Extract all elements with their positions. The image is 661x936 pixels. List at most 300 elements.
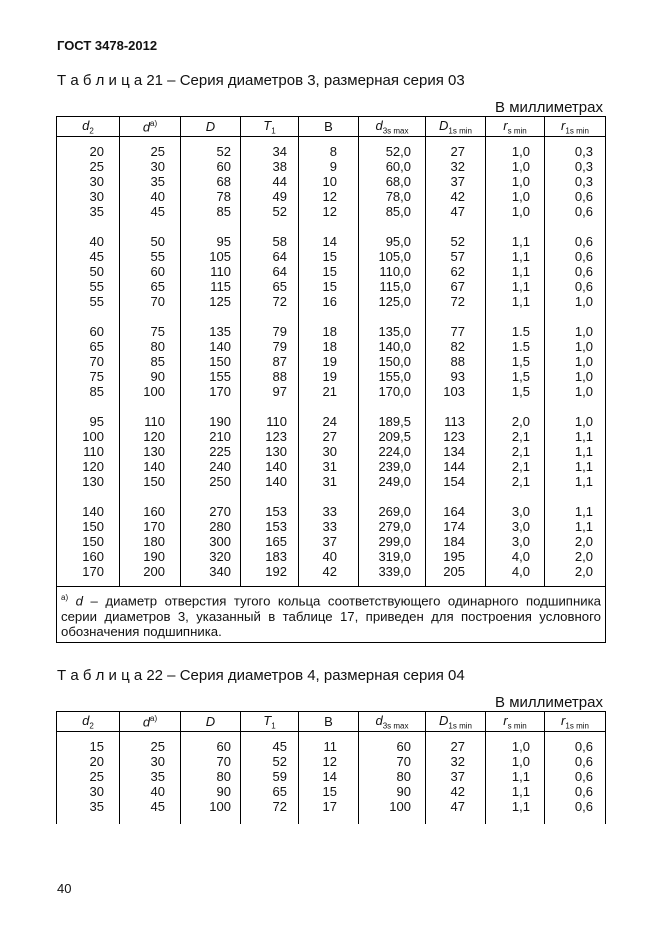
- table-cell: 42: [299, 564, 359, 579]
- table-cell: 154: [426, 474, 486, 489]
- table-cell: 85: [120, 354, 181, 369]
- table-21-footnote: $^{a)}$ d – диаметр отверстия тугого кольца соответствующего одинарного подшипника серии диаметров 3, указанный в таблице 17, приведен для построения условного обозначения подшипника.: [57, 587, 606, 643]
- table-cell: 12: [299, 189, 359, 204]
- table-cell: 209,5: [359, 429, 426, 444]
- spacer-cell: [299, 399, 359, 414]
- table-cell: 64: [241, 249, 299, 264]
- table-cell: 3,0: [486, 504, 545, 519]
- table-cell: 0,6: [545, 189, 606, 204]
- table-row: [57, 754, 606, 769]
- table-cell: 64: [241, 264, 299, 279]
- table-cell: 49: [241, 189, 299, 204]
- spacer-cell: [241, 399, 299, 414]
- spacer-cell: [486, 399, 545, 414]
- spacer-cell: [545, 489, 606, 504]
- table-cell: 18: [299, 324, 359, 339]
- table-cell: 1,0: [545, 294, 606, 309]
- table-row: [57, 534, 606, 549]
- table-cell: 0,6: [545, 769, 606, 784]
- table-cell: 12: [299, 204, 359, 219]
- table-row: [57, 519, 606, 534]
- table-cell: 240: [181, 459, 241, 474]
- table-cell: 30: [120, 159, 181, 174]
- col-rs-min: $r_{s min}$: [486, 117, 545, 137]
- table-cell: 37: [426, 174, 486, 189]
- table-cell: 299,0: [359, 534, 426, 549]
- spacer-cell: [545, 399, 606, 414]
- table-cell: 87: [241, 354, 299, 369]
- table-cell: 269,0: [359, 504, 426, 519]
- table-row: [57, 144, 606, 159]
- table-cell: 1,0: [545, 369, 606, 384]
- spacer-cell: [181, 399, 241, 414]
- table-cell: 140,0: [359, 339, 426, 354]
- table-cell: 1,1: [486, 234, 545, 249]
- table-cell: 40: [120, 189, 181, 204]
- col-T1: $T_1$: [241, 712, 299, 732]
- table-cell: 0,6: [545, 234, 606, 249]
- table-cell: 125,0: [359, 294, 426, 309]
- col-D1s-min: $D_{1s min}$: [426, 712, 486, 732]
- table-cell: 1,1: [486, 799, 545, 814]
- table-cell: 174: [426, 519, 486, 534]
- table-cell: 2,0: [545, 564, 606, 579]
- table-cell: 320: [181, 549, 241, 564]
- table-row: [57, 324, 606, 339]
- table-cell: 0,3: [545, 159, 606, 174]
- spacer-cell: [181, 489, 241, 504]
- table-cell: 45: [241, 739, 299, 754]
- col-r1s-min: $r_{1s min}$: [545, 712, 606, 732]
- spacer-cell: [120, 219, 181, 234]
- table-cell: 60: [359, 739, 426, 754]
- table-cell: 37: [299, 534, 359, 549]
- table-cell: 60,0: [359, 159, 426, 174]
- spacer-cell: [486, 732, 545, 740]
- table-cell: 170: [120, 519, 181, 534]
- table-cell: 77: [426, 324, 486, 339]
- table-cell: 60: [181, 159, 241, 174]
- spacer-cell: [120, 732, 181, 740]
- table-cell: 135,0: [359, 324, 426, 339]
- table-cell: 153: [241, 504, 299, 519]
- table-cell: 205: [426, 564, 486, 579]
- spacer-cell: [426, 309, 486, 324]
- table-cell: 130: [241, 444, 299, 459]
- table-cell: 18: [299, 339, 359, 354]
- table-cell: 225: [181, 444, 241, 459]
- table-cell: 30: [57, 189, 120, 204]
- table-cell: 42: [426, 784, 486, 799]
- table-cell: 110: [241, 414, 299, 429]
- table-row: [57, 739, 606, 754]
- table-cell: 88: [241, 369, 299, 384]
- table-cell: 190: [181, 414, 241, 429]
- table-cell: 1,5: [486, 384, 545, 399]
- table-cell: 1,0: [545, 324, 606, 339]
- table-cell: 8: [299, 144, 359, 159]
- table-cell: 47: [426, 799, 486, 814]
- table-cell: 1,1: [545, 519, 606, 534]
- table-cell: 150: [120, 474, 181, 489]
- table-cell: 170,0: [359, 384, 426, 399]
- table-cell: 38: [241, 159, 299, 174]
- table-cell: 15: [299, 279, 359, 294]
- table-cell: 97: [241, 384, 299, 399]
- table-cell: 2,1: [486, 474, 545, 489]
- table-cell: 70: [120, 294, 181, 309]
- table-cell: 105,0: [359, 249, 426, 264]
- spacer-cell: [120, 309, 181, 324]
- table-cell: 79: [241, 324, 299, 339]
- table-cell: 52,0: [359, 144, 426, 159]
- table-cell: 85,0: [359, 204, 426, 219]
- table-cell: 239,0: [359, 459, 426, 474]
- table-cell: 95: [181, 234, 241, 249]
- spacer-cell: [181, 219, 241, 234]
- table-cell: 78: [181, 189, 241, 204]
- table-cell: 65: [120, 279, 181, 294]
- table-cell: 115,0: [359, 279, 426, 294]
- table-cell: 1,0: [486, 204, 545, 219]
- table-cell: 170: [181, 384, 241, 399]
- spacer-cell: [299, 489, 359, 504]
- table-cell: 1,1: [545, 429, 606, 444]
- table-cell: 340: [181, 564, 241, 579]
- table-cell: 125: [181, 294, 241, 309]
- spacer-cell: [545, 814, 606, 824]
- table-cell: 72: [426, 294, 486, 309]
- spacer-cell: [486, 814, 545, 824]
- table-cell: 90: [181, 784, 241, 799]
- table-cell: 14: [299, 769, 359, 784]
- table-cell: 27: [426, 739, 486, 754]
- table-cell: 1,0: [545, 384, 606, 399]
- table-cell: 50: [120, 234, 181, 249]
- table-cell: 4,0: [486, 549, 545, 564]
- table-cell: 170: [57, 564, 120, 579]
- table-header-row: [57, 117, 606, 137]
- table-cell: 55: [57, 279, 120, 294]
- table-cell: 30: [57, 174, 120, 189]
- spacer-cell: [181, 579, 241, 587]
- col-B: B: [299, 117, 359, 137]
- spacer-cell: [120, 489, 181, 504]
- table-row: [57, 249, 606, 264]
- table-cell: 270: [181, 504, 241, 519]
- table-cell: 32: [426, 754, 486, 769]
- table-cell: 47: [426, 204, 486, 219]
- table-cell: 135: [181, 324, 241, 339]
- spacer-cell: [241, 579, 299, 587]
- table-cell: 9: [299, 159, 359, 174]
- spacer-cell: [241, 219, 299, 234]
- spacer-cell: [359, 137, 426, 145]
- table-cell: 184: [426, 534, 486, 549]
- table-row: [57, 549, 606, 564]
- spacer-cell: [486, 579, 545, 587]
- table-row: [57, 219, 606, 234]
- table-cell: 65: [241, 784, 299, 799]
- table-cell: 90: [120, 369, 181, 384]
- table-22-caption: Т а б л и ц а 22 – Серия диаметров 4, размерная серия 04: [57, 667, 465, 684]
- table-cell: 10: [299, 174, 359, 189]
- table-cell: 70: [57, 354, 120, 369]
- table-cell: 78,0: [359, 189, 426, 204]
- table-cell: 1,0: [486, 144, 545, 159]
- table-row: [57, 399, 606, 414]
- table-cell: 0,6: [545, 799, 606, 814]
- spacer-cell: [486, 137, 545, 145]
- table-row: [57, 264, 606, 279]
- table-row: [57, 137, 606, 145]
- table-cell: 319,0: [359, 549, 426, 564]
- table-cell: 123: [426, 429, 486, 444]
- table-cell: 60: [120, 264, 181, 279]
- col-D1s-min: $D_{1s min}$: [426, 117, 486, 137]
- table-cell: 1,1: [545, 474, 606, 489]
- table-cell: 70: [181, 754, 241, 769]
- table-cell: 40: [120, 784, 181, 799]
- spacer-cell: [359, 732, 426, 740]
- col-d2: $d_2$: [57, 712, 120, 732]
- table-cell: 115: [181, 279, 241, 294]
- table-21: [56, 116, 606, 643]
- table-cell: 1,1: [486, 784, 545, 799]
- table-cell: 165: [241, 534, 299, 549]
- spacer-cell: [181, 732, 241, 740]
- table-row: [57, 414, 606, 429]
- table-row: [57, 354, 606, 369]
- page-number: 40: [57, 881, 72, 896]
- table-cell: 1,5: [486, 354, 545, 369]
- table-cell: 1,1: [545, 444, 606, 459]
- table-cell: 0,6: [545, 279, 606, 294]
- spacer-cell: [545, 137, 606, 145]
- table-cell: 4,0: [486, 564, 545, 579]
- table-cell: 195: [426, 549, 486, 564]
- table-cell: 72: [241, 799, 299, 814]
- table-row: [57, 174, 606, 189]
- table-cell: 40: [299, 549, 359, 564]
- table-cell: 40: [57, 234, 120, 249]
- table-cell: 2,0: [545, 549, 606, 564]
- table-cell: 120: [57, 459, 120, 474]
- table-cell: 2,0: [486, 414, 545, 429]
- table-cell: 59: [241, 769, 299, 784]
- table-cell: 1,1: [486, 279, 545, 294]
- table-row: [57, 769, 606, 784]
- table-cell: 224,0: [359, 444, 426, 459]
- table-cell: 15: [299, 249, 359, 264]
- table-cell: 37: [426, 769, 486, 784]
- table-cell: 0,3: [545, 144, 606, 159]
- table-cell: 250: [181, 474, 241, 489]
- spacer-cell: [426, 579, 486, 587]
- table-row: [57, 204, 606, 219]
- table-cell: 45: [57, 249, 120, 264]
- spacer-cell: [120, 399, 181, 414]
- table-cell: 105: [181, 249, 241, 264]
- col-d3s-max: $d_{3s max}$: [359, 117, 426, 137]
- table-cell: 110: [57, 444, 120, 459]
- table-cell: 17: [299, 799, 359, 814]
- table-cell: 55: [57, 294, 120, 309]
- table-cell: 20: [57, 754, 120, 769]
- table-cell: 34: [241, 144, 299, 159]
- table-cell: 1,0: [545, 339, 606, 354]
- table-cell: 93: [426, 369, 486, 384]
- table-cell: 95: [57, 414, 120, 429]
- table-cell: 140: [57, 504, 120, 519]
- table-cell: 1,0: [486, 739, 545, 754]
- table-cell: 60: [181, 739, 241, 754]
- table-cell: 160: [120, 504, 181, 519]
- spacer-cell: [241, 732, 299, 740]
- table-row: [57, 474, 606, 489]
- spacer-cell: [299, 137, 359, 145]
- table-cell: 153: [241, 519, 299, 534]
- table-21-units: В миллиметрах: [495, 99, 603, 116]
- spacer-cell: [241, 137, 299, 145]
- table-cell: 20: [57, 144, 120, 159]
- table-cell: 88: [426, 354, 486, 369]
- table-cell: 42: [426, 189, 486, 204]
- table-cell: 85: [57, 384, 120, 399]
- table-cell: 2,1: [486, 429, 545, 444]
- table-cell: 80: [120, 339, 181, 354]
- spacer-cell: [545, 219, 606, 234]
- table-cell: 2,1: [486, 459, 545, 474]
- table-row: [57, 784, 606, 799]
- table-row: [57, 489, 606, 504]
- col-r1s-min: $r_{1s min}$: [545, 117, 606, 137]
- table-cell: 140: [120, 459, 181, 474]
- table-cell: 1,0: [486, 174, 545, 189]
- table-row: [57, 504, 606, 519]
- table-cell: 110: [181, 264, 241, 279]
- table-cell: 150,0: [359, 354, 426, 369]
- table-cell: 52: [426, 234, 486, 249]
- table-22-units: В миллиметрах: [495, 694, 603, 711]
- table-cell: 95,0: [359, 234, 426, 249]
- table-cell: 1,5: [486, 369, 545, 384]
- spacer-cell: [545, 579, 606, 587]
- table-row: [57, 234, 606, 249]
- table-cell: 35: [120, 174, 181, 189]
- spacer-cell: [57, 137, 120, 145]
- table-cell: 113: [426, 414, 486, 429]
- table-row: [57, 799, 606, 814]
- table-cell: 62: [426, 264, 486, 279]
- table-row: [57, 579, 606, 587]
- spacer-cell: [181, 137, 241, 145]
- spacer-cell: [545, 732, 606, 740]
- table-cell: 50: [57, 264, 120, 279]
- spacer-cell: [57, 732, 120, 740]
- table-cell: 15: [57, 739, 120, 754]
- table-cell: 1,0: [486, 189, 545, 204]
- table-row: [57, 564, 606, 579]
- table-cell: 45: [120, 204, 181, 219]
- table-cell: 30: [57, 784, 120, 799]
- table-cell: 3,0: [486, 534, 545, 549]
- table-row: [57, 444, 606, 459]
- table-cell: 0,3: [545, 174, 606, 189]
- spacer-cell: [299, 219, 359, 234]
- spacer-cell: [426, 399, 486, 414]
- table-cell: 280: [181, 519, 241, 534]
- table-row: [57, 814, 606, 824]
- table-cell: 65: [57, 339, 120, 354]
- spacer-cell: [120, 137, 181, 145]
- table-cell: 100: [359, 799, 426, 814]
- spacer-cell: [120, 814, 181, 824]
- table-cell: 15: [299, 784, 359, 799]
- spacer-cell: [426, 219, 486, 234]
- spacer-cell: [57, 399, 120, 414]
- spacer-cell: [181, 814, 241, 824]
- table-cell: 11: [299, 739, 359, 754]
- table-cell: 19: [299, 369, 359, 384]
- table-cell: 25: [120, 144, 181, 159]
- table-cell: 2,0: [545, 534, 606, 549]
- table-cell: 0,6: [545, 754, 606, 769]
- table-cell: 120: [120, 429, 181, 444]
- spacer-cell: [486, 489, 545, 504]
- table-row: [57, 429, 606, 444]
- table-cell: 279,0: [359, 519, 426, 534]
- table-cell: 52: [241, 754, 299, 769]
- table-cell: 45: [120, 799, 181, 814]
- table-cell: 1,0: [545, 414, 606, 429]
- table-cell: 150: [57, 519, 120, 534]
- table-cell: 33: [299, 504, 359, 519]
- col-d: $d^{a)}$: [120, 117, 181, 137]
- table-cell: 140: [241, 474, 299, 489]
- spacer-cell: [57, 489, 120, 504]
- table-cell: 27: [426, 144, 486, 159]
- table-cell: 58: [241, 234, 299, 249]
- table-cell: 1,1: [486, 294, 545, 309]
- table-cell: 339,0: [359, 564, 426, 579]
- col-D: D: [181, 712, 241, 732]
- table-cell: 183: [241, 549, 299, 564]
- table-row: [57, 384, 606, 399]
- table-cell: 55: [120, 249, 181, 264]
- col-rs-min: $r_{s min}$: [486, 712, 545, 732]
- table-cell: 32: [426, 159, 486, 174]
- table-cell: 68,0: [359, 174, 426, 189]
- table-cell: 72: [241, 294, 299, 309]
- table-cell: 25: [120, 739, 181, 754]
- spacer-cell: [120, 579, 181, 587]
- col-T1: $T_1$: [241, 117, 299, 137]
- table-cell: 192: [241, 564, 299, 579]
- spacer-cell: [426, 814, 486, 824]
- table-cell: 100: [181, 799, 241, 814]
- table-cell: 140: [241, 459, 299, 474]
- table-cell: 25: [57, 159, 120, 174]
- table-cell: 110,0: [359, 264, 426, 279]
- spacer-cell: [299, 309, 359, 324]
- spacer-cell: [359, 579, 426, 587]
- table-cell: 0,6: [545, 249, 606, 264]
- table-cell: 100: [120, 384, 181, 399]
- table-row: [57, 189, 606, 204]
- spacer-cell: [486, 219, 545, 234]
- table-cell: 52: [241, 204, 299, 219]
